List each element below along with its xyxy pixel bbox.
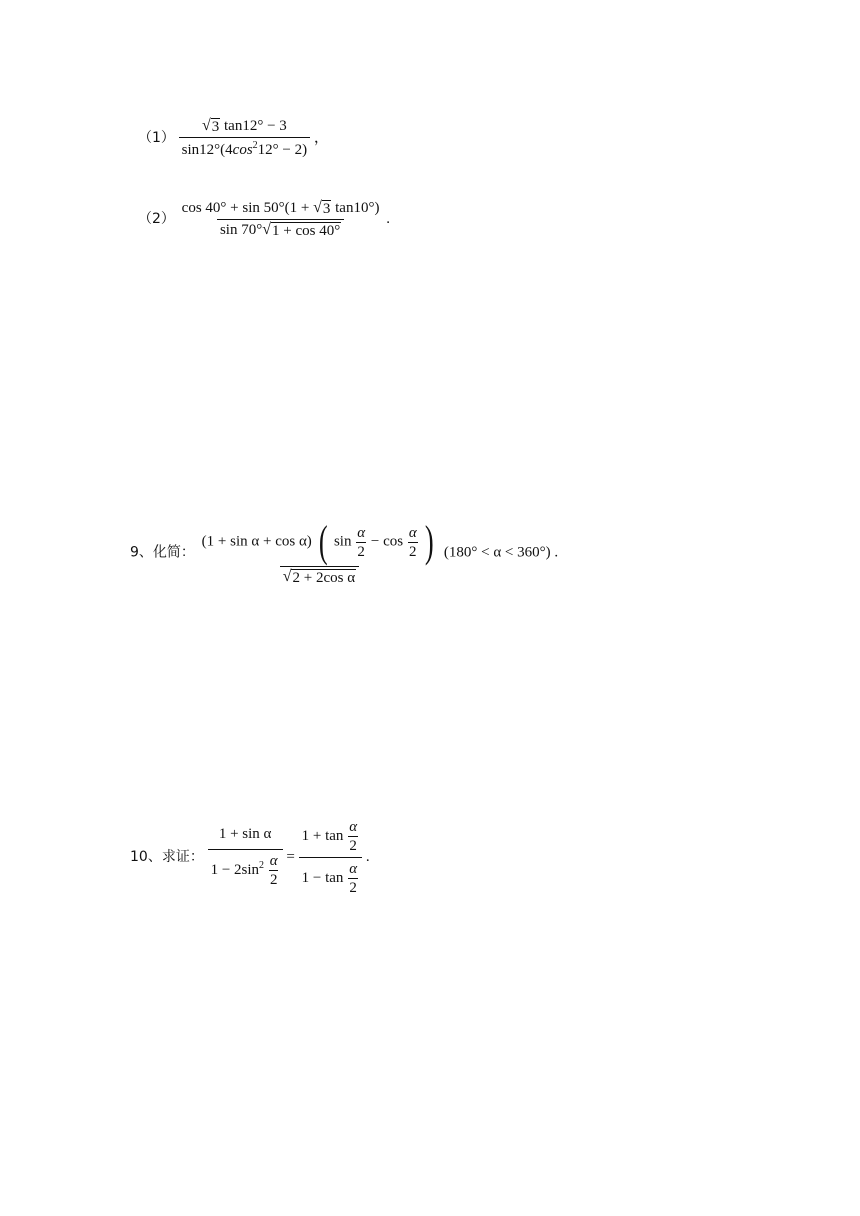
condition: (180° < α < 360°) xyxy=(443,544,551,561)
numerator: (1 + sin α + cos α) ( sin $\frac{\alpha}{2}$ − cos $\frac{\alpha}{2}$ ) xyxy=(201,517,435,566)
fraction xyxy=(199,517,440,586)
sqrt: √ 3 xyxy=(201,117,220,135)
denominator: $\sin 12^\circ(4\cos^212^\circ - 2)$ xyxy=(179,137,310,159)
equals-sign: = xyxy=(286,848,295,865)
problem-label: （2） xyxy=(138,210,175,227)
trailing-punct: . xyxy=(365,848,370,865)
trailing-punct: . xyxy=(386,210,390,227)
numerator: √ 3 tan12° − 3 xyxy=(201,117,287,135)
problem-8-1 xyxy=(138,118,329,159)
problem-label: （1） xyxy=(138,129,175,146)
denominator: √ 2 + 2cos α xyxy=(280,566,359,586)
lhs-fraction xyxy=(208,826,283,889)
fraction xyxy=(179,200,383,239)
numerator: 1 + tan $\frac{\alpha}{2}$ xyxy=(301,819,358,854)
denominator: sin 70° √ 1 + cos 40° xyxy=(217,219,344,239)
problem-8-2 xyxy=(138,200,390,239)
numerator: 1 + sin α xyxy=(218,826,272,842)
denominator: 1 − tan $\frac{\alpha}{2}$ xyxy=(299,857,362,897)
problem-10 xyxy=(130,818,370,897)
denominator: $1 - 2\sin^2$ $\frac{\alpha}{2}$ xyxy=(208,849,283,889)
rhs-fraction xyxy=(299,818,362,897)
numerator: cos 40° + sin 50°(1 + √ 3 tan10°) xyxy=(181,199,380,217)
trailing-punct: . xyxy=(554,544,559,561)
problem-9 xyxy=(130,517,559,586)
fraction xyxy=(179,118,310,159)
trailing-punct: ， xyxy=(313,129,329,146)
problem-label: 10、求证： xyxy=(130,848,204,865)
problem-label: 9、化简： xyxy=(130,544,195,561)
